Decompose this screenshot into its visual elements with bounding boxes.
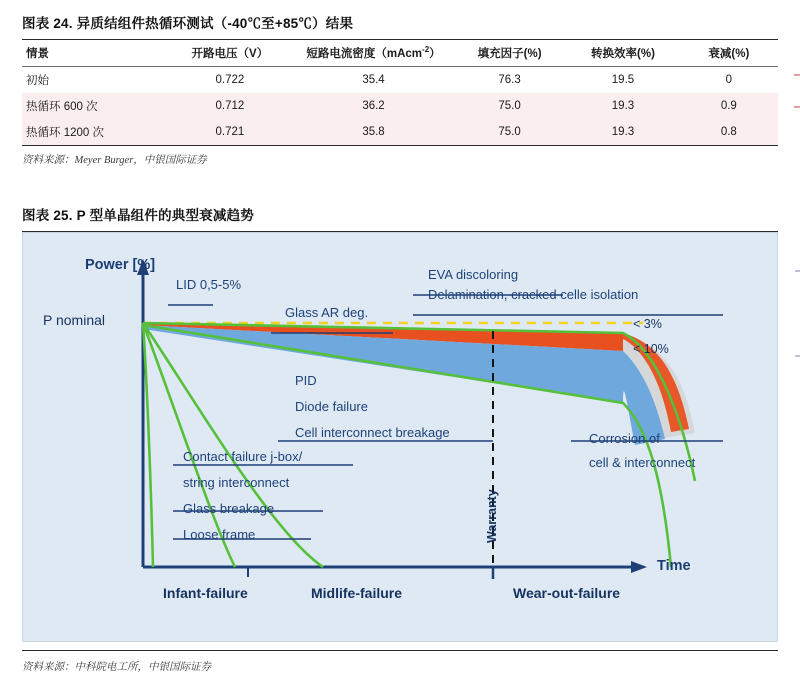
x-axis-arrow (631, 561, 647, 573)
cell-degradation: 0.8 (720, 126, 737, 138)
cell-efficiency: 19.3 (611, 126, 635, 138)
page-edge-mark (795, 270, 800, 272)
figure-24-source: 资料来源：Meyer Burger，中银国际证券 (22, 155, 207, 166)
column-header-ff: 填充因子(%) (453, 40, 566, 67)
degradation-chart (22, 232, 778, 642)
cell-jsc: 35.8 (362, 126, 385, 138)
column-header-voc: 开路电压（V） (166, 40, 295, 67)
cell-jsc: 36.2 (362, 100, 385, 112)
figure-25 (22, 204, 778, 674)
figure-25-source: 资料来源：中科院电工所，中银国际证券 (22, 662, 211, 673)
cell-efficiency: 19.5 (611, 74, 635, 86)
annotation-corrosion-line2: cell & interconnect (589, 455, 696, 470)
phase-label-midlife-failure: Midlife-failure (311, 585, 403, 601)
page-edge-mark (794, 74, 800, 76)
p-nominal-label: P nominal (43, 312, 106, 328)
cell-scenario: 热循环 600 次 (26, 101, 98, 113)
annotation-pid: PID (295, 373, 317, 388)
cell-ff: 75.0 (498, 126, 521, 138)
annotation-corrosion-line1: Corrosion of (589, 431, 660, 446)
annotation-warranty: Warranty (485, 489, 499, 543)
table-row (22, 93, 778, 119)
cell-jsc: 35.4 (362, 74, 385, 86)
thermal-cycling-table (22, 40, 778, 145)
cell-voc: 0.712 (215, 100, 245, 112)
column-header-efficiency: 转换效率(%) (566, 40, 679, 67)
column-header-scenario: 情景 (22, 40, 166, 67)
figure-24 (22, 12, 778, 167)
annotation-loose-frame: Loose frame (183, 527, 256, 542)
annotation-delamination: Delamination, cracked celle isolation (428, 287, 639, 302)
column-header-jsc (294, 40, 453, 67)
annotation-lid: LID 0,5-5% (176, 277, 242, 292)
cell-ff: 76.3 (498, 74, 521, 86)
table-row (22, 119, 778, 145)
column-header-jsc-suffix: ） (429, 48, 441, 60)
annotation-cell-interconnect-breakage: Cell interconnect breakage (295, 425, 450, 440)
annotation-glass-ar: Glass AR deg. (285, 305, 369, 320)
x-axis-label: Time (657, 558, 691, 574)
annotation-contact-failure: Contact failure j-box/ (183, 449, 303, 464)
phase-label-infant-failure: Infant-failure (163, 585, 248, 601)
page-edge-mark (794, 106, 800, 108)
cell-ff: 75.0 (498, 100, 521, 112)
phase-label-wear-out-failure: Wear-out-failure (513, 585, 621, 601)
annotation-eva-discoloring: EVA discoloring (428, 267, 519, 282)
figure-25-title: 图表 25. P 型单晶组件的典型衰减趋势 (22, 208, 254, 223)
cell-voc: 0.722 (215, 74, 245, 86)
cell-voc: 0.721 (215, 126, 245, 138)
table-header-row (22, 40, 778, 67)
column-header-degradation: 衰减(%) (680, 40, 778, 67)
cell-scenario: 初始 (26, 75, 49, 87)
annotation-less-than-3pct: < 3% (633, 317, 662, 331)
y-axis-label: Power [%] (85, 257, 156, 273)
cell-degradation: 0 (725, 74, 733, 86)
cell-scenario: 热循环 1200 次 (26, 127, 104, 139)
cell-efficiency: 19.3 (611, 100, 635, 112)
annotation-less-than-10pct: < 10% (633, 342, 669, 356)
annotation-string-interconnect: string interconnect (183, 475, 290, 490)
figure-24-title: 图表 24. 异质结组件热循环测试（-40℃至+85℃）结果 (22, 16, 354, 31)
annotation-diode-failure: Diode failure (295, 399, 368, 414)
page-edge-mark (795, 355, 800, 357)
table-row (22, 67, 778, 94)
column-header-jsc-text: 短路电流密度（mAcm (306, 48, 423, 60)
annotation-glass-breakage: Glass breakage (183, 501, 275, 516)
cell-degradation: 0.9 (720, 100, 737, 112)
column-header-jsc-sup: -2 (422, 45, 430, 55)
